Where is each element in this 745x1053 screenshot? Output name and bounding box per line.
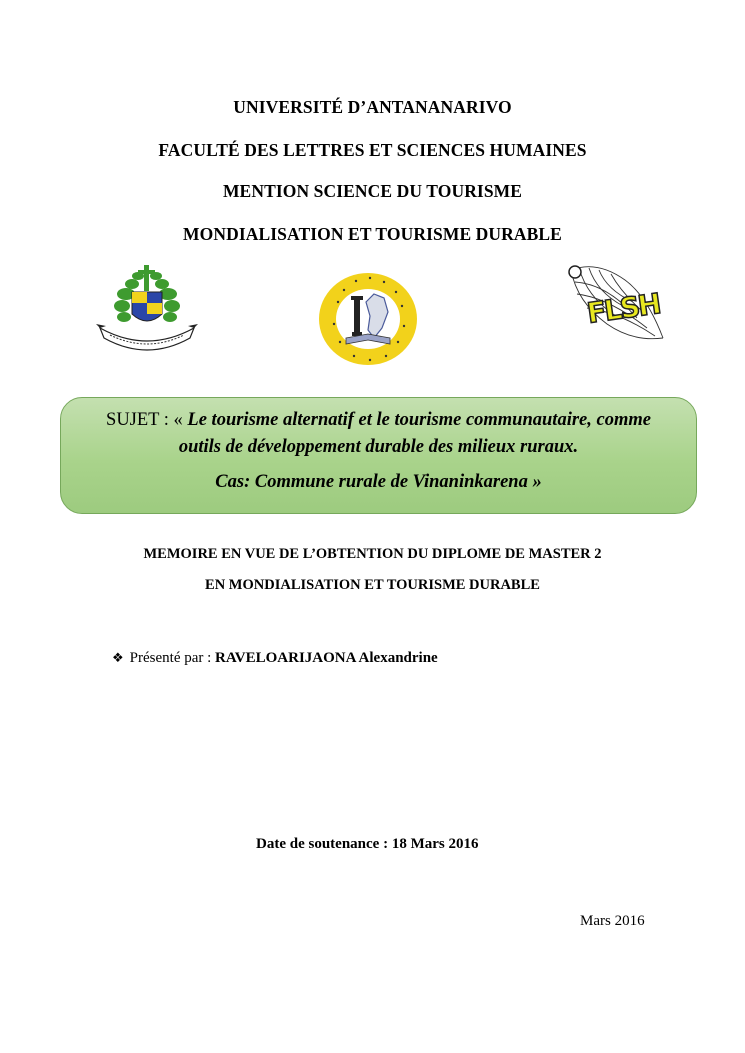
subject-title-part-1: Le tourisme alternatif et le tourisme communautaire, comme [187,410,651,430]
defense-date: Date de soutenance : 18 Mars 2016 [256,836,479,852]
mention-title: MENTION SCIENCE DU TOURISME [222,181,523,201]
university-logo [96,262,198,352]
presenter [112,650,438,667]
memoire-line-1: MEMOIRE EN VUE DE L’OBTENTION DU DIPLOME DE MASTER 2 [143,546,602,562]
flsh-logo [567,262,667,346]
memoire-line-2: EN MONDIALISATION ET TOURISME DURABLE [205,577,540,593]
subject-prefix: SUJET : « [106,410,188,430]
university-emblem-icon [96,262,198,352]
subject-box [60,397,697,514]
flsh-logo-text: FLSH [585,287,662,330]
program-title: MONDIALISATION ET TOURISME DURABLE [183,224,562,244]
presenter-label: Présenté par : [129,650,216,666]
tourism-emblem-icon [318,272,418,366]
document-date: Mars 2016 [580,913,645,929]
mention-logo [318,272,418,366]
presenter-name: RAVELOARIJAONA Alexandrine [215,650,438,666]
subject-title-part-2: outils de développement durable des milieux ruraux. [178,437,579,457]
faculty-title: FACULTÉ DES LETTRES ET SCIENCES HUMAINES [158,140,587,160]
subject-case: Cas: Commune rurale de Vinaninkarena » [215,472,542,492]
diamond-bullet-icon: ❖ [112,651,124,666]
university-title: UNIVERSITÉ D’ANTANANARIVO [233,97,512,117]
subject-line-1 [61,410,696,431]
